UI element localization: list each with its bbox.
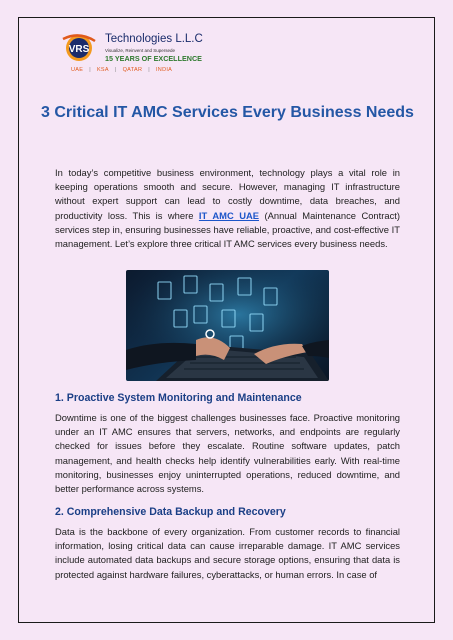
- region-ksa: KSA: [96, 67, 109, 73]
- intro-text-start: In today’s competitive business environment, technology plays a vital role in keeping operations smooth and secure. However, managing IT infrastructure without expert support can lead to costly downtime, data breaches, and productivity loss. This is where: [55, 167, 400, 221]
- section-2-paragraph: Data is the backbone of every organization. From customer records to financial information, losing critical data can cause irreparable damage. IT AMC services include automated data backups and secure storage options, ensuring that data is protected against hardware failures, cyberattacks, or human errors. In case of: [55, 526, 400, 580]
- section-1-paragraph: Downtime is one of the biggest challenges businesses face. Proactive monitoring under an IT AMC ensures that servers, networks, and endpoints are regularly checked for issues before they escalate. Routine software updates, patch management, and health checks help identify vulnerabilities early. With real-time monitoring, businesses enjoy uninterrupted operations, reduced downtime, and better performance across systems.: [55, 412, 400, 495]
- years-badge: 15 YEARS OF EXCELLENCE: [105, 54, 202, 63]
- company-tagline: Visualize, Reinvent and Supersede: [105, 48, 175, 53]
- company-name: Technologies L.L.C: [105, 33, 203, 45]
- region-list: UAE | KSA | QATAR | INDIA: [71, 67, 173, 73]
- article-title: 3 Critical IT AMC Services Every Business Needs: [41, 104, 414, 121]
- hero-image: [126, 270, 329, 381]
- laptop-documents-illustration-icon: [126, 270, 329, 381]
- section-2-heading: 2. Comprehensive Data Backup and Recovery: [55, 506, 286, 518]
- region-qatar: QATAR: [122, 67, 143, 73]
- region-india: INDIA: [155, 67, 173, 73]
- intro-paragraph: [55, 166, 400, 251]
- company-logo: [59, 31, 239, 81]
- it-amc-uae-link[interactable]: IT AMC UAE: [198, 209, 260, 221]
- region-uae: UAE: [71, 67, 84, 73]
- document-page: [18, 17, 435, 623]
- section-1-heading: 1. Proactive System Monitoring and Maintenance: [55, 392, 302, 404]
- svg-text:VRS: VRS: [68, 44, 90, 55]
- vrs-logo-mark-icon: [59, 33, 99, 63]
- intro-text-end: (Annual Maintenance Contract) services step in, ensuring businesses have reliable, proactive, and cost-effective IT management. Let’s explore three critical IT AMC services every business needs.: [55, 209, 400, 250]
